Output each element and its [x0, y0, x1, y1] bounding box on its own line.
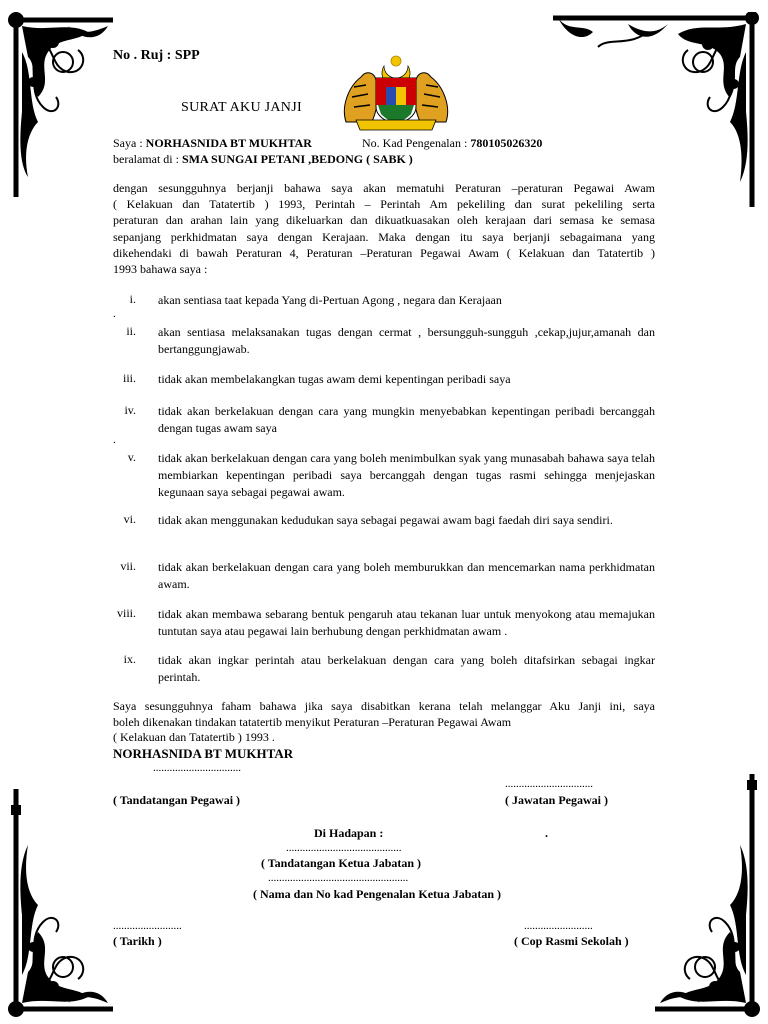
ketua-signature-dots: .......................................... — [286, 842, 402, 854]
cop-rasmi-label: ( Cop Rasmi Sekolah ) — [514, 934, 629, 948]
di-hadapan-period: . — [545, 826, 548, 840]
closing-line: ( Kelakuan dan Tatatertib ) 1993 . — [113, 730, 275, 744]
tandatangan-ketua-label: ( Tandatangan Ketua Jabatan ) — [261, 856, 422, 870]
cop-dots: ......................... — [524, 920, 593, 932]
address-line — [113, 152, 413, 167]
jawatan-pegawai-label: ( Jawatan Pegawai ) — [505, 793, 608, 807]
closing-line: boleh dikenakan tindakan tatatertib menyikut Peraturan –Peraturan Pegawai Awam — [113, 714, 512, 729]
identity-line-1 — [113, 136, 312, 151]
coat-of-arms-logo — [336, 52, 456, 132]
list-item-text: tidak akan ingkar perintah atau berkelakuan dengan cara yang boleh ditafsirkan sebagai ingkar perintah. — [158, 653, 655, 684]
intro-line: peraturan dan arahan lain yang dikeluarkan dan dikuatkuasakan oleh kerajaan dari semasa ke semasa — [113, 213, 655, 228]
intro-line: ( Kelakuan dan Tatatertib ) 1993, Perintah – Perintah Am pekeliling dan surat pekeliling serta — [113, 197, 655, 212]
ic-label: No. Kad Pengenalan : — [362, 136, 468, 150]
closing-line: Saya sesungguhnya faham bahawa jika saya disabitkan kerana telah melanggar Aku Janji ini, saya — [113, 699, 655, 713]
list-item-number: vi. — [123, 512, 136, 526]
di-hadapan-label: Di Hadapan : — [314, 826, 384, 840]
list-item-number: vii. — [120, 559, 136, 573]
list-item-number: ix. — [123, 652, 136, 666]
tarikh-label: ( Tarikh ) — [113, 934, 162, 948]
signature-dots-officer: ................................ — [153, 762, 241, 774]
list-item-number: v. — [127, 450, 136, 464]
ic-line — [362, 136, 542, 151]
address-value: SMA SUNGAI PETANI ,BEDONG ( SABK ) — [181, 152, 413, 166]
list-item-text: tidak akan berkelakuan dengan cara yang boleh memburukkan dan mencemarkan nama perkhidmatan awam. — [158, 560, 655, 591]
jawatan-dots: ................................ — [505, 778, 593, 790]
list-item-text: tidak akan membawa sebarang bentuk pengaruh atau tekanan luar untuk menyokong atau memajukan tuntutan saya atau pegawai lain berhubung dengan perkhidmatan awam . — [158, 607, 655, 638]
corner-ornament-top-left — [8, 12, 118, 202]
stray-period: . — [113, 434, 116, 446]
address-label: beralamat di : — [113, 152, 179, 166]
signer-name: NORHASNIDA BT MUKHTAR — [113, 746, 294, 761]
ketua-name-dots: ................................................... — [268, 872, 409, 884]
nama-ketua-label: ( Nama dan No kad Pengenalan Ketua Jabatan ) — [253, 887, 502, 901]
corner-ornament-bottom-left — [8, 785, 118, 1017]
list-item-text: akan sentiasa taat kepada Yang di-Pertuan Agong , negara dan Kerajaan — [158, 293, 502, 307]
list-item-text: tidak akan membelakangkan tugas awam demi kepentingan peribadi saya — [158, 372, 511, 386]
intro-line: sepanjang perkhidmatan saya dengan Kerajaan. Maka dengan itu saya berjanji sebagaimana yang — [113, 229, 655, 244]
intro-line: 1993 bahawa saya : — [113, 262, 208, 277]
list-item-text: tidak akan berkelakuan dengan cara yang mungkin menyebabkan kepentingan peribadi bercanggah dengan tugas awam saya — [158, 404, 655, 435]
list-item-number: viii. — [116, 606, 136, 620]
list-item-number: i. — [129, 292, 136, 306]
list-item-number: ii. — [126, 324, 136, 338]
list-item-text: tidak akan menggunakan kedudukan saya sebagai pegawai awam bagi faedah diri saya sendiri. — [158, 513, 613, 527]
list-item-number: iv. — [124, 403, 136, 417]
tandatangan-pegawai-label: ( Tandatangan Pegawai ) — [113, 793, 241, 807]
tarikh-dots: ......................... — [113, 920, 182, 932]
list-item-number: iii. — [122, 371, 136, 385]
stray-period: . — [113, 308, 116, 320]
corner-ornament-bottom-right — [650, 770, 760, 1017]
closing-paragraph — [113, 699, 655, 746]
reference-number: No . Ruj : SPP — [113, 48, 200, 63]
ic-number: 780105026320 — [470, 136, 543, 150]
saya-label: Saya : — [113, 136, 143, 150]
document-title: SURAT AKU JANJI — [181, 100, 302, 115]
officer-name: NORHASNIDA BT MUKHTAR — [145, 136, 312, 150]
intro-line: dengan sesungguhnya berjanji bahawa saya akan mematuhi Peraturan –peraturan Pegawai Awam — [113, 181, 655, 195]
intro-paragraph — [113, 180, 655, 277]
intro-line: dikehendaki di bawah Peraturan 4, Peraturan –Peraturan Pegawai Awam ( Kelakuan dan Tatatertib ) — [113, 245, 655, 260]
list-item-text: akan sentiasa melaksanakan tugas dengan cermat , bersungguh-sungguh ,cekap,jujur,amanah dan bertanggungjawab. — [158, 325, 655, 356]
list-item-text: tidak akan berkelakuan dengan cara yang boleh menimbulkan syak yang munasabah bahawa saya telah membiarkan kepentingan peribadi saya bercanggah dengan tugas rasmi sehingga menjejaskan kegunaan saya sebagai pegawai awam. — [158, 451, 655, 499]
